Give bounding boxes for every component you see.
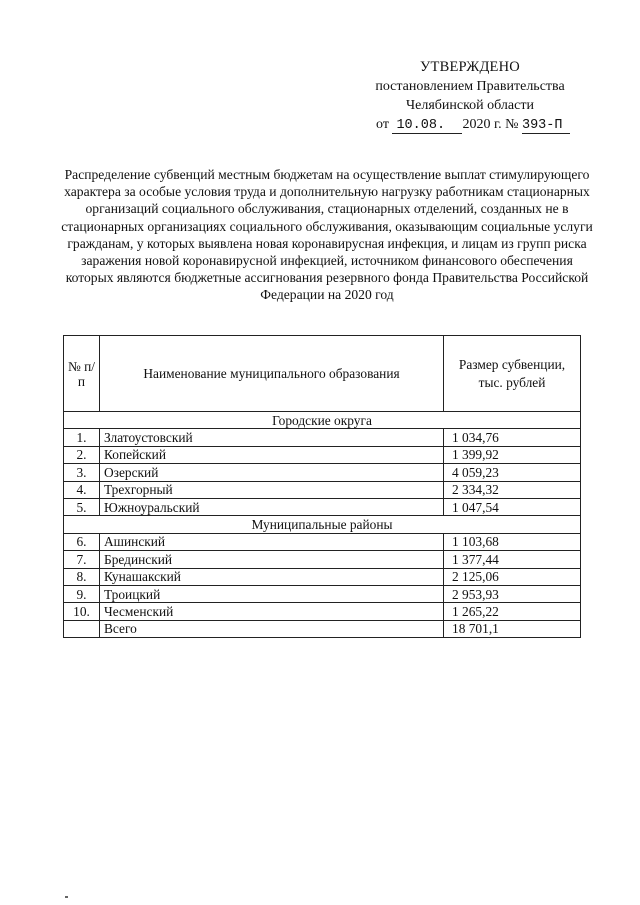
section-title: Муниципальные районы (64, 516, 581, 533)
row-amount: 1 103,68 (444, 533, 581, 550)
table-row (64, 429, 581, 446)
table-row (64, 481, 581, 498)
total-label: Всего (100, 620, 444, 637)
approval-date-line (340, 115, 600, 134)
scan-speck (65, 896, 68, 898)
row-amount: 1 265,22 (444, 603, 581, 620)
table-row (64, 568, 581, 585)
approval-line-1: постановлением Правительства (375, 79, 565, 94)
header-amount: Размер субвенции, тыс. рублей (444, 336, 581, 412)
row-number: 5. (64, 498, 100, 515)
row-number: 8. (64, 568, 100, 585)
row-amount: 1 047,54 (444, 498, 581, 515)
row-amount: 1 377,44 (444, 551, 581, 568)
row-number: 6. (64, 533, 100, 550)
from-prefix: от (376, 117, 389, 132)
row-name: Южноуральский (100, 498, 444, 515)
table-row (64, 464, 581, 481)
row-number: 1. (64, 429, 100, 446)
row-amount: 1 034,76 (444, 429, 581, 446)
header-name: Наименование муниципального образования (100, 336, 444, 412)
row-name: Брединский (100, 551, 444, 568)
row-amount: 2 953,93 (444, 585, 581, 602)
row-name: Озерский (100, 464, 444, 481)
row-number: 7. (64, 551, 100, 568)
section-row (64, 412, 581, 429)
row-amount: 4 059,23 (444, 464, 581, 481)
section-title: Городские округа (64, 412, 581, 429)
total-value: 18 701,1 (444, 620, 581, 637)
row-number: 10. (64, 603, 100, 620)
total-number-cell (64, 620, 100, 637)
row-amount: 2 334,32 (444, 481, 581, 498)
row-name: Троицкий (100, 585, 444, 602)
approval-number: 393-П (522, 118, 570, 134)
header-number: № п/п (64, 336, 100, 412)
year-suffix: 2020 г. № (462, 117, 519, 132)
approval-date: 10.08. (392, 118, 462, 134)
approval-line-2: Челябинской области (406, 98, 534, 113)
row-amount: 2 125,06 (444, 568, 581, 585)
table-row (64, 603, 581, 620)
subvention-table (63, 335, 581, 638)
table-header-row (64, 336, 581, 412)
row-amount: 1 399,92 (444, 446, 581, 463)
row-name: Ашинский (100, 533, 444, 550)
row-name: Чесменский (100, 603, 444, 620)
table-row (64, 551, 581, 568)
section-row (64, 516, 581, 533)
table-row (64, 533, 581, 550)
row-name: Кунашакский (100, 568, 444, 585)
row-number: 3. (64, 464, 100, 481)
row-number: 9. (64, 585, 100, 602)
row-number: 4. (64, 481, 100, 498)
total-row (64, 620, 581, 637)
approval-title: УТВЕРЖДЕНО (420, 59, 520, 75)
row-name: Трехгорный (100, 481, 444, 498)
table-row (64, 498, 581, 515)
row-name: Златоустовский (100, 429, 444, 446)
table-row (64, 585, 581, 602)
table-row (64, 446, 581, 463)
row-name: Копейский (100, 446, 444, 463)
approval-stamp (340, 58, 600, 134)
document-heading: Распределение субвенций местным бюджетам на осуществление выплат стимулирующего характера за особые условия труда и дополнительную нагрузку работникам стационарных организаций социального обслуживания, стационарных отделений, созданных не в стационарных организациях социального обслуживания, оказывающим социальные услуги гражданам, у которых выявлена новая коронавирусная инфекция, и лицам из групп риска заражения новой коронавирусной инфекцией, источником финансового обеспечения которых являются бюджетные ассигнования резервного фонда Правительства Российской Федерации на 2020 год (61, 167, 593, 303)
row-number: 2. (64, 446, 100, 463)
